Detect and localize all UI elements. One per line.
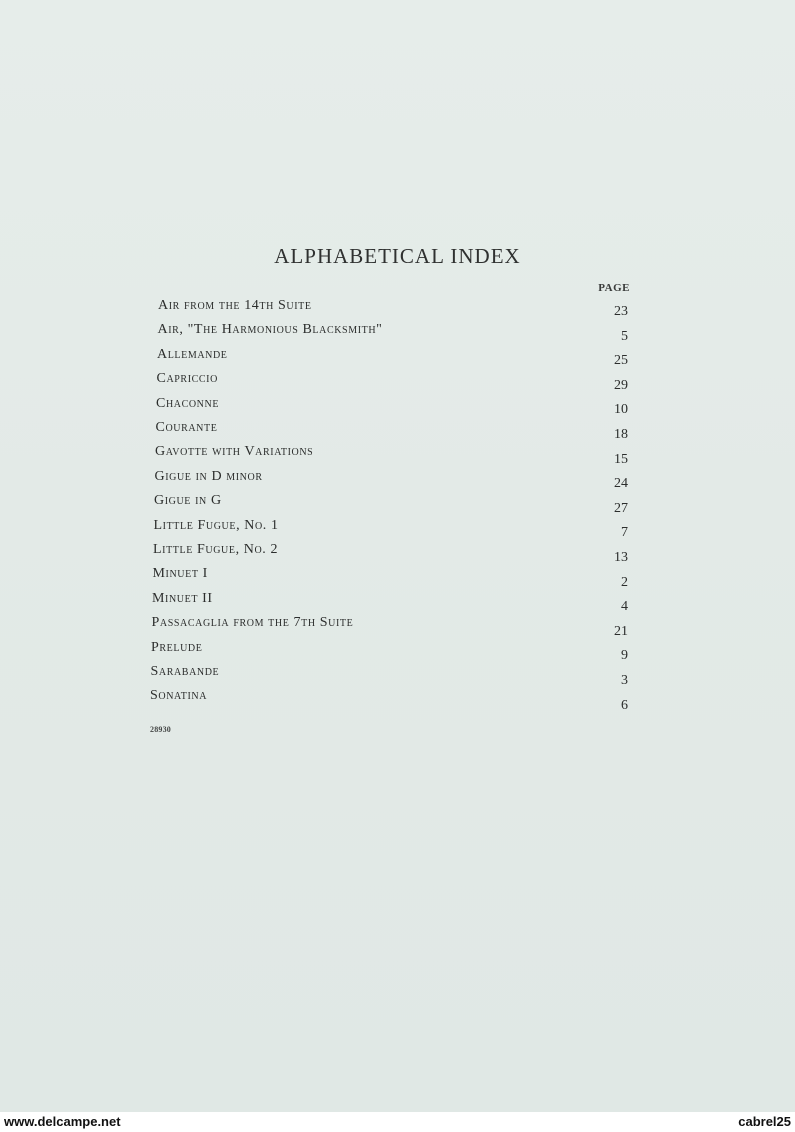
- index-entry: [0, 420, 795, 442]
- plate-number: 28930: [150, 725, 171, 734]
- entry-page-number: 25: [614, 353, 628, 369]
- index-entry: [0, 396, 795, 418]
- entry-title: Chaconne: [156, 395, 220, 411]
- index-entry: [0, 469, 795, 491]
- page-title: ALPHABETICAL INDEX: [274, 244, 521, 268]
- entry-page-number: 13: [614, 550, 628, 565]
- entry-title: Passacaglia from the 7th Suite: [151, 615, 354, 631]
- entry-page-number: 5: [621, 328, 628, 344]
- entry-title: Minuet II: [152, 590, 213, 606]
- index-entry: [0, 688, 795, 713]
- entry-title: Air, "The Harmonious Blacksmith": [157, 322, 383, 338]
- entry-page-number: 4: [621, 599, 628, 615]
- entry-page-number: 7: [621, 525, 628, 541]
- entry-title: Little Fugue, No. 2: [153, 542, 279, 557]
- entry-title: Gavotte with Variations: [155, 444, 314, 460]
- entry-page-number: 2: [621, 574, 628, 590]
- entry-title: Allemande: [157, 346, 228, 362]
- index-entry: [0, 298, 795, 320]
- footer-seller-text: cabrel25: [738, 1114, 791, 1129]
- entry-title: Gigue in D minor: [154, 468, 263, 484]
- index-entry: [0, 664, 795, 686]
- entry-page-number: 15: [614, 451, 628, 467]
- index-entry: [0, 322, 795, 344]
- index-entry: [0, 591, 795, 613]
- entry-title: Prelude: [151, 639, 203, 655]
- watermark-footer: [0, 1112, 795, 1132]
- entry-page-number: 27: [614, 500, 628, 516]
- entry-page-number: 3: [621, 673, 628, 688]
- index-entry: [0, 566, 795, 588]
- index-entry: [0, 518, 795, 540]
- entry-title: Sarabande: [150, 664, 220, 679]
- entry-page-number: 23: [614, 304, 628, 319]
- entry-title: Little Fugue, No. 1: [153, 517, 279, 533]
- entry-title: Capriccio: [156, 371, 218, 387]
- page-column-header: PAGE: [598, 282, 630, 294]
- index-entry: [0, 347, 795, 369]
- index-entry: [0, 371, 795, 393]
- entry-page-number: 10: [614, 402, 628, 418]
- index-entry: [0, 493, 795, 515]
- entry-title: Courante: [155, 420, 218, 435]
- index-entry: [0, 542, 795, 564]
- entry-page-number: 6: [621, 697, 628, 713]
- entry-title: Air from the 14th Suite: [158, 298, 312, 313]
- entry-page-number: 24: [614, 476, 628, 492]
- index-entry: [0, 640, 795, 662]
- entry-title: Minuet I: [152, 566, 208, 582]
- entry-title: Sonatina: [150, 688, 208, 704]
- footer-site-text: www.delcampe.net: [4, 1114, 121, 1129]
- index-entry: [0, 444, 795, 466]
- index-entry: [0, 615, 795, 637]
- entry-page-number: 9: [621, 648, 628, 664]
- entry-page-number: 29: [614, 377, 628, 393]
- entry-title: Gigue in G: [154, 493, 222, 509]
- entry-page-number: 18: [614, 427, 628, 442]
- entry-page-number: 21: [614, 623, 628, 639]
